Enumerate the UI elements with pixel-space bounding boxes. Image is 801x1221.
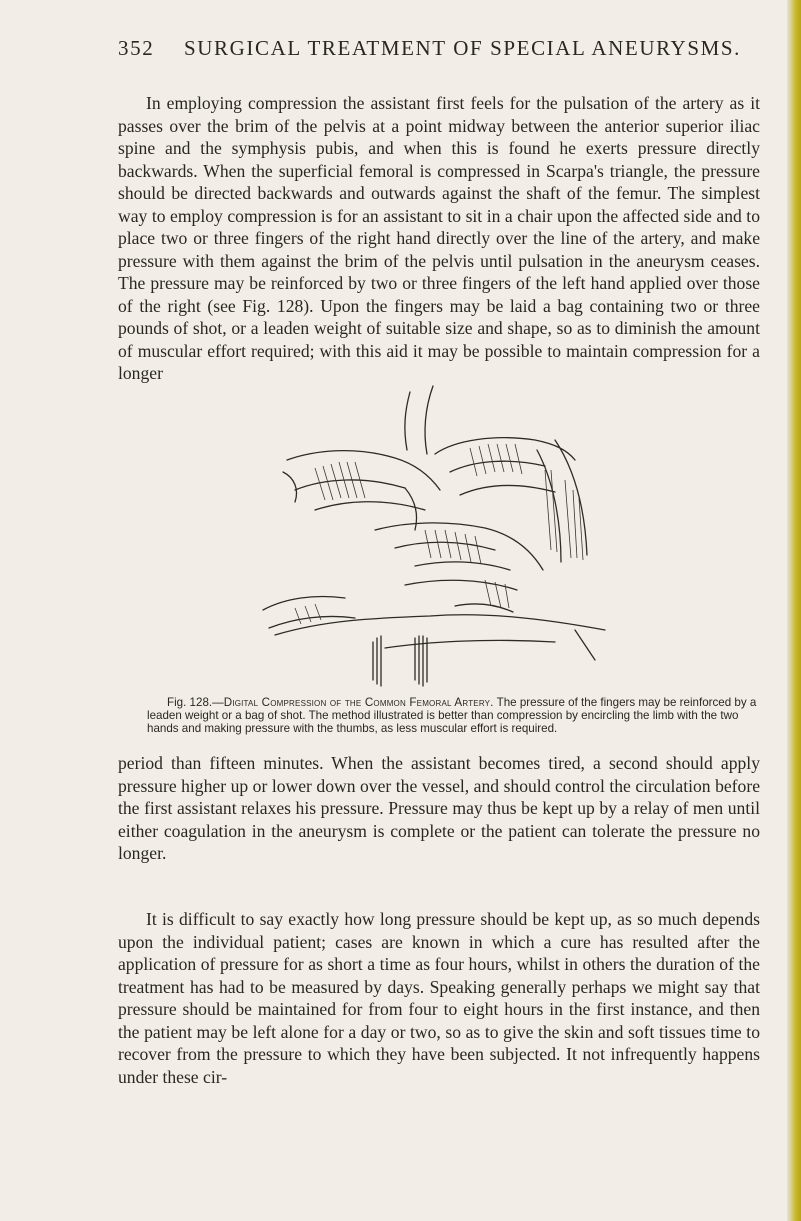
- caption-dash: —: [212, 696, 224, 709]
- figure-title: Digital Compression of the Common Femoral Artery.: [223, 696, 494, 709]
- hands-compression-engraving: [255, 380, 635, 692]
- page-edge: [787, 0, 801, 1221]
- page-number: 352: [118, 36, 155, 60]
- figure-label: Fig. 128.: [167, 696, 213, 709]
- figure-illustration: [255, 380, 635, 692]
- figure-caption: [147, 696, 760, 735]
- running-title: SURGICAL TREATMENT OF SPECIAL ANEURYSMS.: [184, 36, 741, 60]
- paragraph-2: period than fifteen minutes. When the assistant becomes tired, a second should apply pressure higher up or lower down over the vessel, and should control the circulation before the first assistant relaxes his pressure. Pressure may thus be kept up by a relay of men until either coagulation in the aneurysm is complete or the patient can tolerate the pressure no longer.: [118, 753, 760, 863]
- running-header: [118, 36, 758, 66]
- paragraph-1: In employing compression the assistant first feels for the pulsation of the artery as it passes over the brim of the pelvis at a point midway between the anterior superior iliac spine and the symphysis pubis, and when this is found he exerts pressure directly backwards. When the superficial femoral is compressed in Scarpa's triangle, the pressure should be directed backwards and outwards against the shaft of the femur. The simplest way to employ compression is for an assistant to sit in a chair upon the affected side and to place two or three fingers of the right hand directly over the line of the artery, and make pressure with them against the brim of the pelvis until pulsation in the aneurysm ceases. The pressure may be reinforced by two or three fingers of the left hand applied over those of the right (see Fig. 128). Upon the fingers may be laid a bag containing two or three pounds of shot, or a leaden weight of suitable size and shape, so as to diminish the amount of muscular effort required; with this aid it may be possible to maintain compression for a longer: [118, 93, 760, 383]
- paragraph-3: It is difficult to say exactly how long pressure should be kept up, as so much depends upon the individual patient; cases are known in which a cure has resulted after the application of pressure for as short a time as four hours, whilst in others the duration of the treatment has had to be measured by days. Speaking generally perhaps we might say that pressure should be maintained for from four to eight hours in the first instance, and then the patient may be left alone for a day or two, so as to give the skin and soft tissues time to recover from the pressure to which they have been subjected. It not infrequently happens under these cir-: [118, 909, 760, 1087]
- figure-caption-text: The pressure of the fingers may be reinforced by a leaden weight or a bag of shot. The method illustrated is better than compression by encircling the limb with the two hands and making pressure with the thumbs, as less muscular effort is required.: [147, 696, 757, 735]
